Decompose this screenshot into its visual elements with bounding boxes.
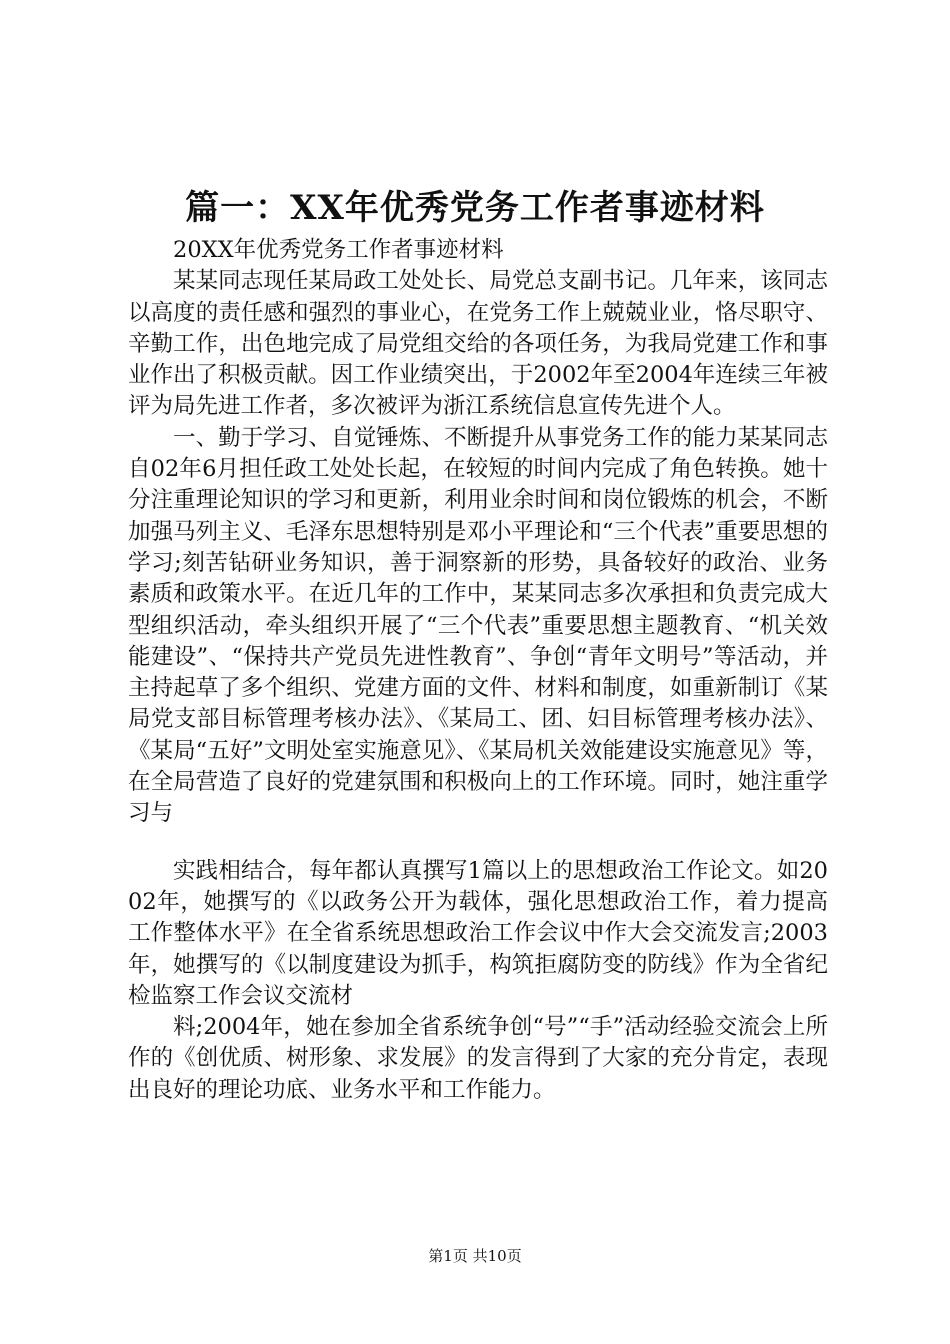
practice-paragraph: 实践相结合，每年都认真撰写1篇以上的思想政治工作论文。如2002年，她撰写的《以政务公开为载体，强化思想政治工作，着力提高工作整体水平》在全省系统思想政治工作会议中作大会交流发言;2003年，她撰写的《以制度建设为抓手，构筑拒腐防变的防线》作为全省纪检监察工作会议交流材 [128, 857, 828, 1009]
section-one-paragraph: 一、勤于学习、自觉锤炼、不断提升从事党务工作的能力某某同志自02年6月担任政工处处长起，在较短的时间内完成了角色转换。她十分注重理论知识的学习和更新，利用业余时间和岗位锻炼的机会，不断加强马列主义、毛泽东思想特别是邓小平理论和“三个代表”重要思想的学习;刻苦钻研业务知识，善于洞察新的形势，具备较好的政治、业务素质和政策水平。在近几年的工作中，某某同志多次承担和负责完成大型组织活动，牵头组织开展了“三个代表”重要思想主题教育、“机关效能建设”、“保持共产党员先进性教育”、争创“青年文明号”等活动，并主持起草了多个组织、党建方面的文件、材料和制度，如重新制订《某局党支部目标管理考核办法》、《某局工、团、妇目标管理考核办法》、《某局“五好”文明处室实施意见》、《某局机关效能建设实施意见》等，在全局营造了良好的党建氛围和积极向上的工作环境。同时，她注重学习与 [128, 424, 828, 827]
page-number-footer: 第1页 共10页 [428, 1247, 522, 1265]
intro-paragraph: 某某同志现任某局政工处处长、局党总支副书记。几年来，该同志以高度的责任感和强烈的事业心，在党务工作上兢兢业业，恪尽职守、辛勤工作，出色地完成了局党组交给的各项任务，为我局党建工作和事业作出了积极贡献。因工作业绩突出，于2002年至2004年连续三年被评为局先进工作者，多次被评为浙江系统信息宣传先进个人。 [128, 268, 828, 420]
closing-paragraph: 料;2004年，她在参加全省系统争创“号”“手”活动经验交流会上所作的《创优质、树形象、求发展》的发言得到了大家的充分肯定，表现出良好的理论功底、业务水平和工作能力。 [128, 1014, 828, 1103]
subtitle-paragraph: 20XX年优秀党务工作者事迹材料 [173, 237, 504, 263]
document-title: 篇一：XX年优秀党务工作者事迹材料 [185, 188, 765, 228]
document-body [128, 235, 828, 1106]
